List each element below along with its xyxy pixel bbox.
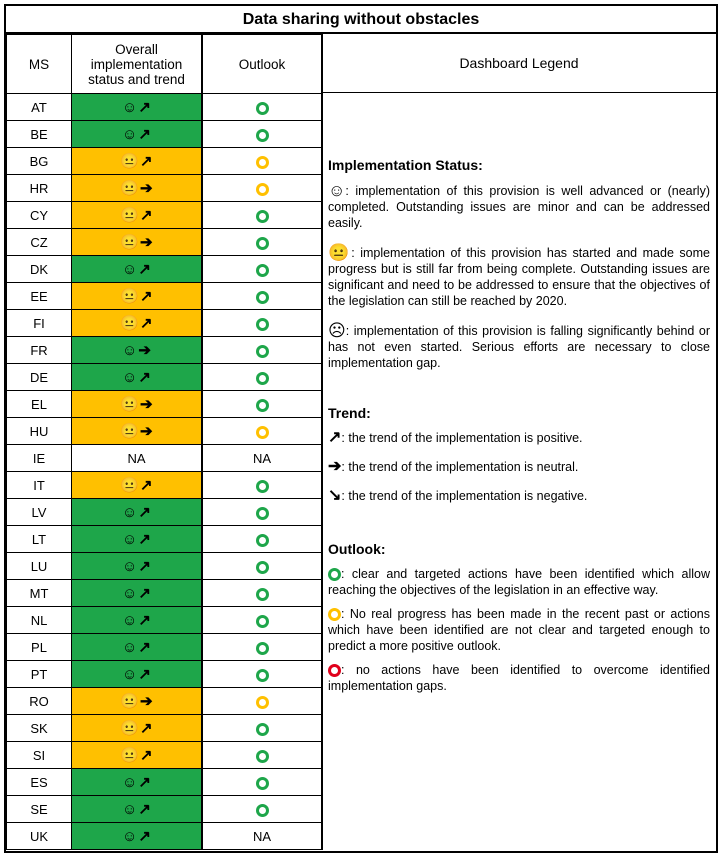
amber-outlook-circle-icon [256,183,269,196]
legend-status-list [328,183,710,371]
outlook-cell [202,715,322,742]
smiley-icon: ☺ [122,612,138,629]
trend-right-arrow-icon: ➔ [140,234,153,251]
status-cell [72,418,203,445]
green-outlook-circle-icon [256,723,269,736]
status-cell [72,148,203,175]
trend-right-arrow-icon: ➔ [328,458,342,475]
trend-down-arrow-icon: ↘ [328,487,342,504]
trend-right-arrow-icon: ➔ [140,180,153,197]
legend-outlook-item [328,566,710,598]
amber-outlook-circle-icon [256,156,269,169]
ms-cell: AT [7,94,72,121]
legend-outlook-text: No real progress has been made in the recent past or actions which have been identified are not clear and targeted enough to predict a more positive outlook. [328,607,710,653]
status-cell [72,580,203,607]
legend-status-item [328,323,710,371]
green-outlook-circle-icon [256,129,269,142]
ms-column-header: MS [7,35,72,94]
table-row [7,229,323,256]
legend-trend-item [328,430,710,446]
legend-trend-list [328,430,710,504]
green-outlook-circle-icon [256,102,269,115]
legend-colon: : [341,489,349,503]
outlook-cell [202,634,322,661]
outlook-cell [202,175,322,202]
outlook-cell [202,148,322,175]
status-cell [72,337,203,364]
table-header-row [7,35,323,94]
outlook-cell [202,553,322,580]
ms-cell: RO [7,688,72,715]
trend-up-arrow-icon: ↗ [138,126,151,143]
neutral-face-icon: 😐 [120,288,140,305]
neutral-face-icon: 😐 [120,747,140,764]
ms-cell: EE [7,283,72,310]
status-na-text: NA [127,450,146,466]
ms-cell: SK [7,715,72,742]
legend-status-heading: Implementation Status: [328,157,483,173]
legend-colon: : [345,184,356,198]
ms-cell: HU [7,418,72,445]
outlook-cell [202,229,322,256]
trend-up-arrow-icon: ↗ [328,429,342,446]
smiley-icon: ☺ [122,99,138,116]
status-cell [72,364,203,391]
table-row [7,175,323,202]
green-outlook-circle-icon [256,642,269,655]
status-column-header: Overall implementation status and trend [72,35,203,94]
ms-cell: LV [7,499,72,526]
table-row [7,391,323,418]
smiley-icon: ☺ [122,369,138,386]
legend-colon: : [341,567,352,581]
legend-status-text: implementation of this provision is falling significantly behind or has not even started. Serious efforts are necessary to close implementation gap. [328,324,710,370]
trend-up-arrow-icon: ↗ [138,558,151,575]
outlook-cell [202,742,322,769]
trend-right-arrow-icon: ➔ [140,693,153,710]
legend-status-text: implementation of this provision has started and made some progress but is still far from being complete. Outstanding issues are significant and need to be addressed to ensure that the objectives of the legislation can still be reached by 2020. [328,246,710,308]
outlook-cell [202,796,322,823]
outlook-cell [202,580,322,607]
status-cell [72,229,203,256]
table-row [7,337,323,364]
neutral-face-icon: 😐 [120,693,140,710]
green-outlook-circle-icon [256,345,269,358]
table-row [7,202,323,229]
table-row [7,715,323,742]
trend-up-arrow-icon: ↗ [138,99,151,116]
table-row [7,823,323,850]
ms-cell: IE [7,445,72,472]
table-row [7,256,323,283]
outlook-cell [202,472,322,499]
table-row [7,472,323,499]
ms-cell: LT [7,526,72,553]
trend-right-arrow-icon: ➔ [140,396,153,413]
status-cell [72,256,203,283]
status-cell [72,769,203,796]
ms-cell: IT [7,472,72,499]
status-cell [72,796,203,823]
status-cell [72,283,203,310]
legend-colon: : [351,246,361,260]
ms-cell: UK [7,823,72,850]
outlook-cell [202,526,322,553]
ms-cell: LU [7,553,72,580]
ms-cell: EL [7,391,72,418]
smiley-icon: ☺ [122,774,138,791]
neutral-face-icon: 😐 [120,720,140,737]
table-row [7,94,323,121]
legend-trend-heading: Trend: [328,405,371,421]
outlook-cell [202,769,322,796]
outlook-cell [202,364,322,391]
trend-up-arrow-icon: ↗ [140,720,153,737]
smiley-icon: ☺ [122,828,138,845]
status-cell [72,202,203,229]
status-cell [72,445,203,472]
ms-cell: PT [7,661,72,688]
outlook-na-text: NA [252,828,272,844]
green-outlook-circle-icon [256,399,269,412]
neutral-face-icon: 😐 [120,423,140,440]
outlook-cell [202,418,322,445]
amber-outlook-circle-icon [328,608,341,621]
legend-status-item [328,245,710,309]
status-cell [72,121,203,148]
legend-outlook-item [328,662,710,694]
legend-trend-item [328,459,710,475]
dashboard-legend [328,93,710,702]
green-outlook-circle-icon [256,210,269,223]
outlook-cell [202,337,322,364]
outlook-cell [202,256,322,283]
outlook-cell [202,283,322,310]
table-row [7,148,323,175]
outlook-cell [202,310,322,337]
dashboard-frame [4,4,718,853]
neutral-face-icon: 😐 [120,396,140,413]
table-row [7,526,323,553]
legend-colon: : [341,663,356,677]
status-cell [72,175,203,202]
status-cell [72,526,203,553]
trend-up-arrow-icon: ↗ [138,774,151,791]
table-row [7,769,323,796]
ms-cell: PL [7,634,72,661]
smiley-icon: ☺ [122,585,138,602]
trend-up-arrow-icon: ↗ [138,261,151,278]
legend-header: Dashboard Legend [322,34,716,93]
smiley-icon: ☺ [122,126,138,143]
ms-cell: FR [7,337,72,364]
table-row [7,499,323,526]
table-row [7,580,323,607]
table-row [7,310,323,337]
legend-trend-item [328,488,710,504]
table-row [7,418,323,445]
status-cell [72,607,203,634]
neutral-face-icon: 😐 [328,243,352,262]
green-outlook-circle-icon [256,615,269,628]
smiley-icon: ☺ [122,342,138,359]
neutral-face-icon: 😐 [120,207,140,224]
status-cell [72,715,203,742]
ms-cell: FI [7,310,72,337]
trend-up-arrow-icon: ↗ [138,585,151,602]
legend-status-item [328,183,710,231]
smiley-icon: ☺ [122,666,138,683]
table-row [7,283,323,310]
trend-up-arrow-icon: ↗ [138,801,151,818]
trend-up-arrow-icon: ↗ [138,666,151,683]
neutral-face-icon: 😐 [120,315,140,332]
status-cell [72,94,203,121]
trend-up-arrow-icon: ↗ [140,207,153,224]
table-row [7,553,323,580]
amber-outlook-circle-icon [256,426,269,439]
ms-cell: NL [7,607,72,634]
neutral-face-icon: 😐 [120,234,140,251]
legend-outlook-item [328,606,710,654]
table-row [7,121,323,148]
smiley-icon: ☺ [328,181,346,200]
green-outlook-circle-icon [256,588,269,601]
trend-right-arrow-icon: ➔ [138,342,151,359]
outlook-cell [202,202,322,229]
trend-up-arrow-icon: ↗ [140,288,153,305]
green-outlook-circle-icon [256,561,269,574]
legend-trend-text: the trend of the implementation is neutral. [348,460,579,474]
legend-trend-text: the trend of the implementation is negative. [348,489,588,503]
green-outlook-circle-icon [256,372,269,385]
green-outlook-circle-icon [256,534,269,547]
trend-up-arrow-icon: ↗ [138,639,151,656]
table-row [7,661,323,688]
legend-colon: : [341,460,349,474]
green-outlook-circle-icon [256,264,269,277]
status-cell [72,553,203,580]
legend-outlook-heading: Outlook: [328,541,386,557]
trend-up-arrow-icon: ↗ [140,315,153,332]
table-row [7,634,323,661]
outlook-cell [202,823,322,850]
ms-cell: CY [7,202,72,229]
green-outlook-circle-icon [256,480,269,493]
neutral-face-icon: 😐 [120,153,140,170]
table-row [7,364,323,391]
green-outlook-circle-icon [256,804,269,817]
ms-cell: DE [7,364,72,391]
trend-up-arrow-icon: ↗ [138,369,151,386]
status-cell [72,634,203,661]
dashboard-title: Data sharing without obstacles [6,6,716,34]
trend-up-arrow-icon: ↗ [138,612,151,629]
ms-cell: SI [7,742,72,769]
ms-cell: SE [7,796,72,823]
legend-outlook-list [328,566,710,694]
ms-cell: BE [7,121,72,148]
outlook-na-text: NA [252,450,272,466]
legend-colon: : [341,431,349,445]
ms-cell: BG [7,148,72,175]
legend-colon: : [345,324,354,338]
outlook-cell [202,445,322,472]
red-outlook-circle-icon [328,664,341,677]
status-cell [72,472,203,499]
outlook-cell [202,121,322,148]
status-cell [72,688,203,715]
status-cell [72,499,203,526]
table-row [7,796,323,823]
trend-up-arrow-icon: ↗ [140,747,153,764]
neutral-face-icon: 😐 [120,180,140,197]
status-table [6,34,323,850]
status-cell [72,391,203,418]
amber-outlook-circle-icon [256,696,269,709]
smiley-icon: ☺ [122,261,138,278]
status-cell [72,661,203,688]
outlook-cell [202,391,322,418]
legend-status-text: implementation of this provision is well advanced or (nearly) completed. Outstanding issues are minor and can be addressed easily. [328,184,710,230]
status-cell [72,310,203,337]
neutral-face-icon: 😐 [120,477,140,494]
green-outlook-circle-icon [256,750,269,763]
trend-up-arrow-icon: ↗ [140,477,153,494]
table-row [7,742,323,769]
green-outlook-circle-icon [256,237,269,250]
ms-cell: HR [7,175,72,202]
green-outlook-circle-icon [256,777,269,790]
smiley-icon: ☺ [122,801,138,818]
table-row [7,607,323,634]
trend-up-arrow-icon: ↗ [138,504,151,521]
ms-cell: CZ [7,229,72,256]
green-outlook-circle-icon [256,507,269,520]
green-outlook-circle-icon [256,291,269,304]
outlook-cell [202,499,322,526]
legend-colon: : [341,607,350,621]
smiley-icon: ☺ [122,639,138,656]
outlook-cell [202,607,322,634]
legend-trend-text: the trend of the implementation is positive. [348,431,583,445]
status-cell [72,823,203,850]
legend-outlook-text: clear and targeted actions have been identified which allow reaching the objectives of the legislation in an effective way. [328,567,710,597]
outlook-cell [202,94,322,121]
trend-up-arrow-icon: ↗ [138,531,151,548]
trend-up-arrow-icon: ↗ [140,153,153,170]
smiley-icon: ☺ [122,531,138,548]
trend-up-arrow-icon: ↗ [138,828,151,845]
outlook-cell [202,688,322,715]
outlook-column-header: Outlook [202,35,322,94]
table-row [7,688,323,715]
status-cell [72,742,203,769]
legend-outlook-text: no actions have been identified to overcome identified implementation gaps. [328,663,710,693]
table-row [7,445,323,472]
smiley-icon: ☺ [122,504,138,521]
sad-face-icon: ☹ [328,321,346,340]
trend-right-arrow-icon: ➔ [140,423,153,440]
ms-cell: ES [7,769,72,796]
ms-cell: MT [7,580,72,607]
green-outlook-circle-icon [256,669,269,682]
green-outlook-circle-icon [256,318,269,331]
outlook-cell [202,661,322,688]
smiley-icon: ☺ [122,558,138,575]
green-outlook-circle-icon [328,568,341,581]
ms-cell: DK [7,256,72,283]
